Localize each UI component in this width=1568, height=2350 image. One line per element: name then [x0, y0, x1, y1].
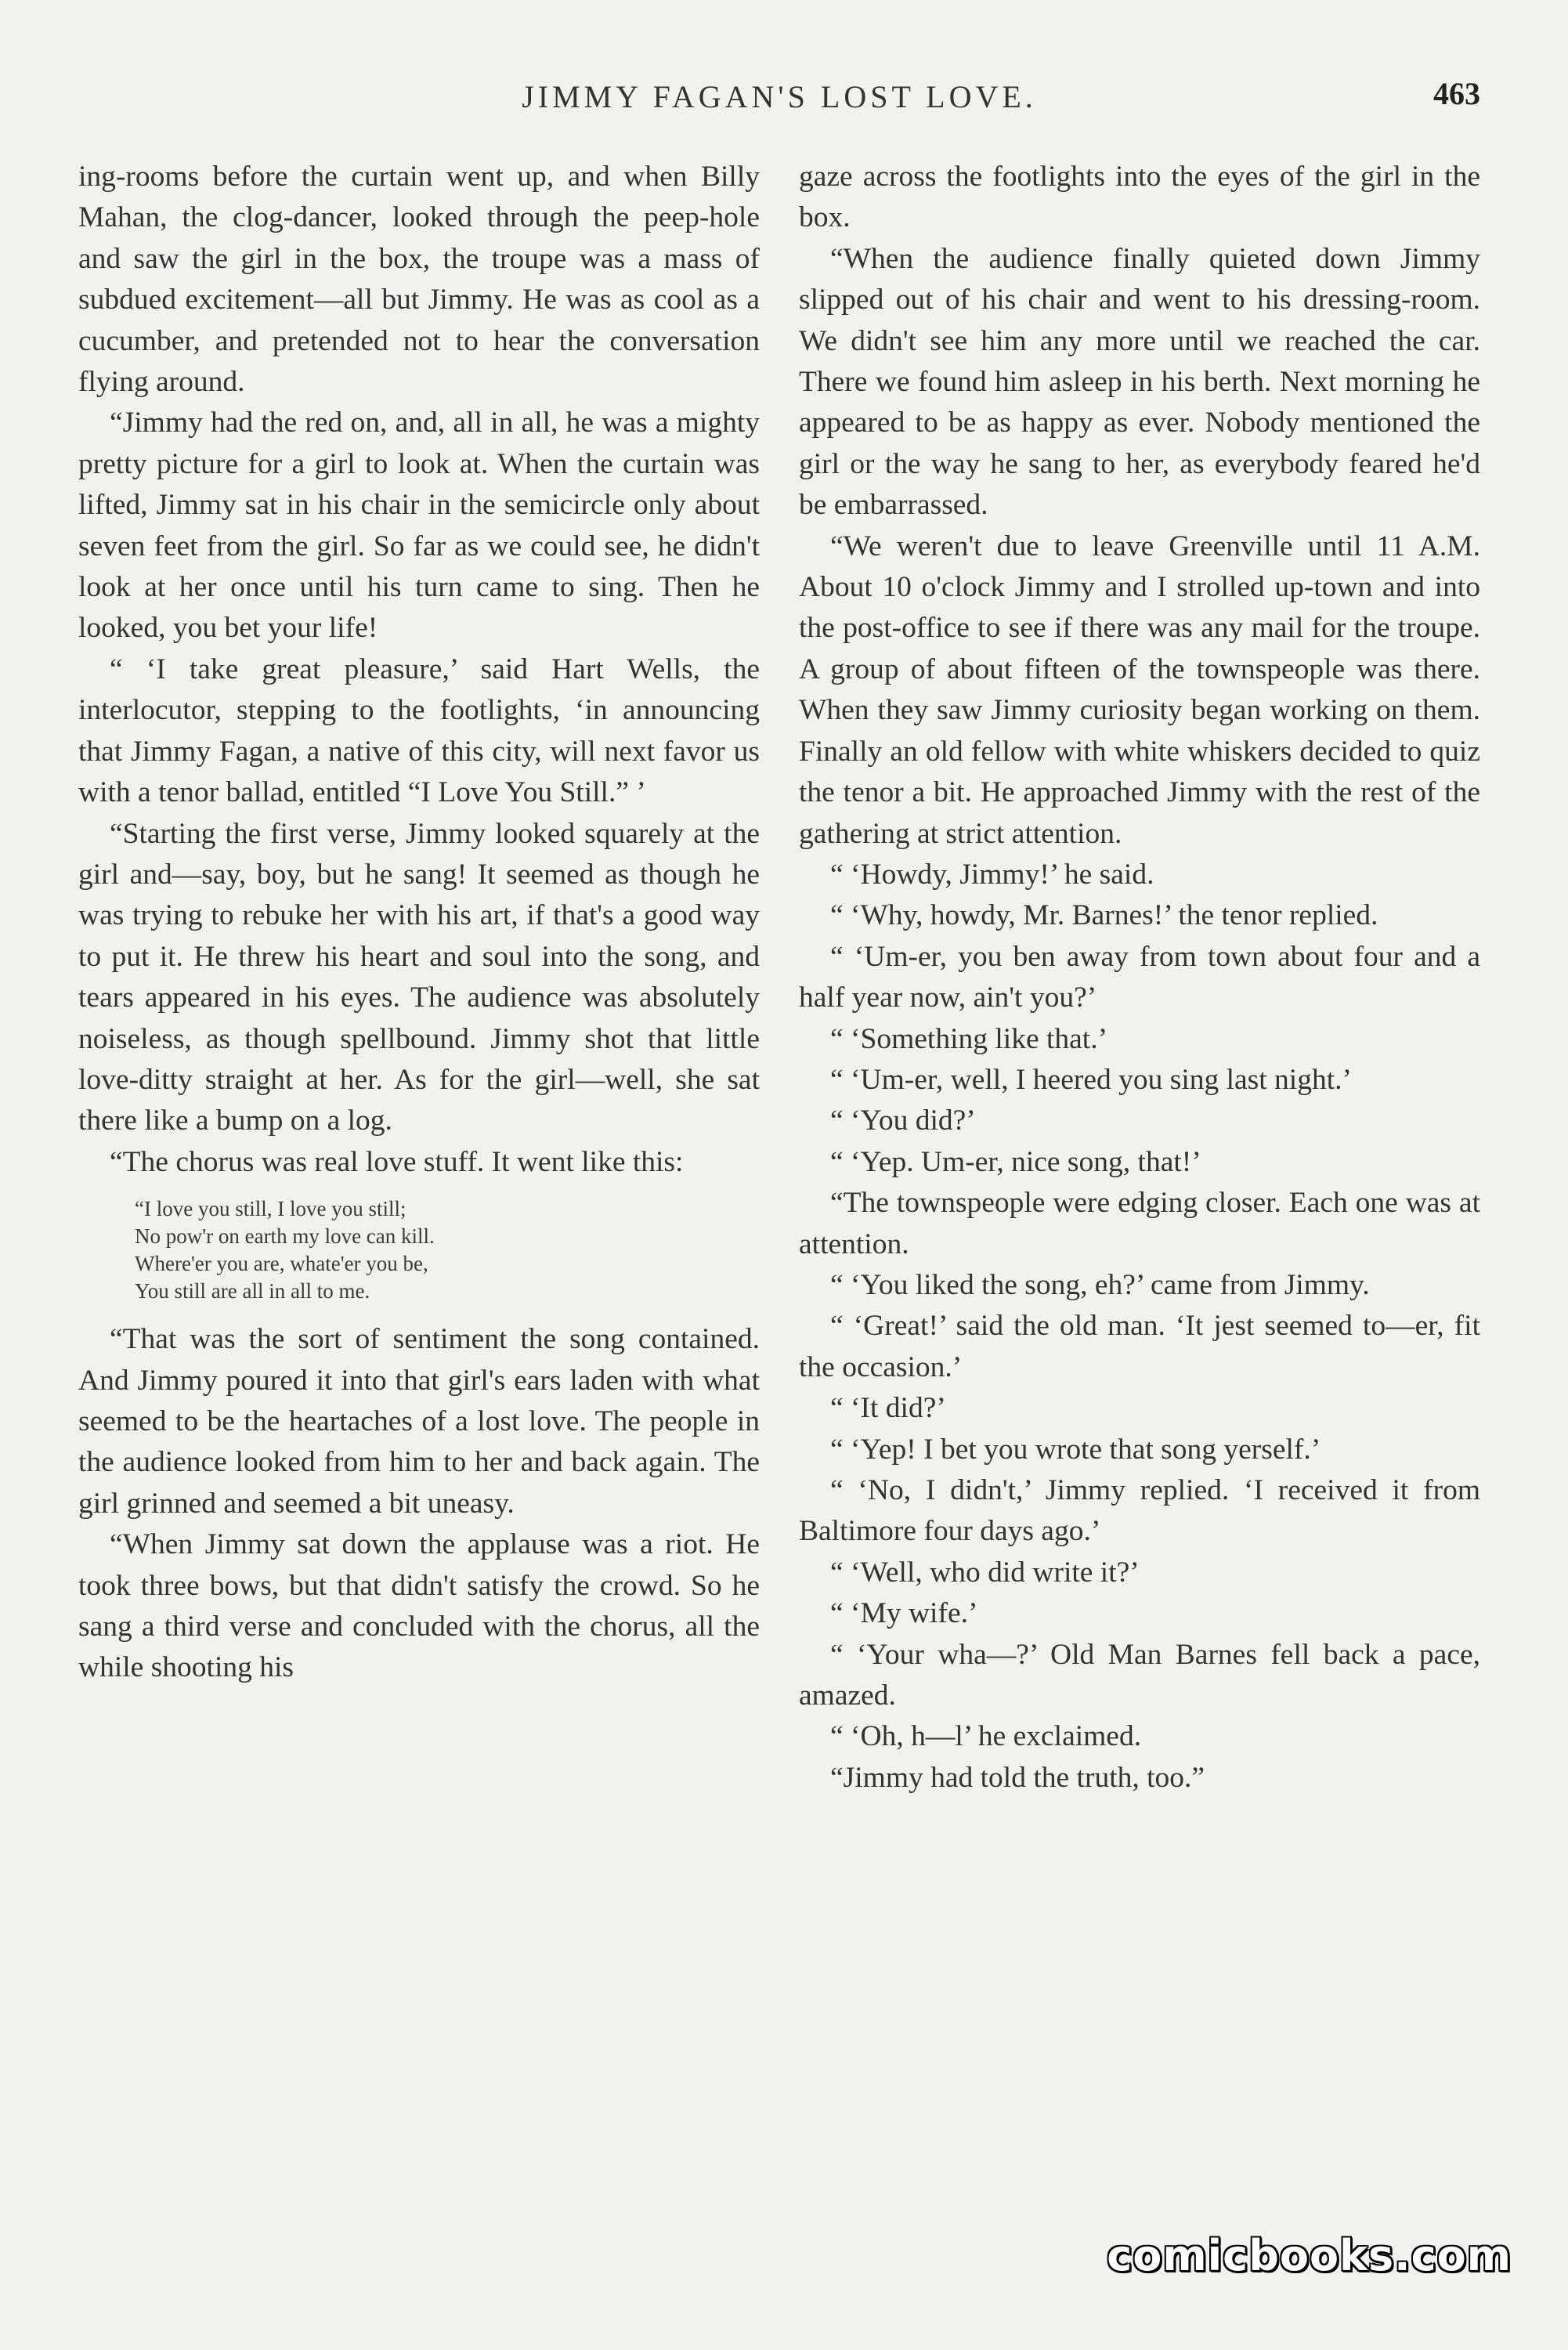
song-verse: [135, 1195, 760, 1305]
paragraph: “ ‘Yep. Um-er, nice song, that!’: [830, 1145, 1201, 1178]
paragraph: “ ‘You did?’: [830, 1104, 976, 1137]
paragraph: “ ‘It did?’: [830, 1392, 946, 1425]
paragraph: “ ‘Oh, h—l’ he exclaimed.: [830, 1720, 1142, 1753]
paragraph: “ ‘You liked the song, eh?’ came from Jimmy.: [830, 1268, 1370, 1301]
paragraph: ing-rooms before the curtain went up, and when Billy Mahan, the clog-dancer, looked through the peep-hole and saw the girl in the box, the troupe was a mass of subdued excitement—all but Jimmy. He was as cool as a cucumber, and pretended not to hear the conversation flying around.: [78, 161, 760, 399]
paragraph: “Jimmy had told the truth, too.”: [830, 1761, 1205, 1794]
paragraph: “We weren't due to leave Greenville until 11 A.M. About 10 o'clock Jimmy and I strolled up-town and into the post-office to see if there was any mail for the troupe. A group of about fifteen of the townspeople was there. When they saw Jimmy curiosity began working on them. Finally an old fellow with white whiskers decided to quiz the tenor a bit. He approached Jimmy with the rest of the gathering at strict attention.: [799, 530, 1480, 850]
verse-line: No pow'r on earth my love can kill.: [135, 1224, 435, 1249]
paragraph: “Jimmy had the red on, and, all in all, he was a mighty pretty picture for a girl to look at. When the curtain was lifted, Jimmy sat in his chair in the semicircle only about seven feet from the girl. So far as we could see, he didn't look at her once until his turn came to sing. Then he looked, you bet your life!: [78, 407, 760, 645]
paragraph: “ ‘Um-er, you ben away from town about four and a half year now, ain't you?’: [799, 940, 1480, 1014]
watermark-logo: comicbooks.com: [1107, 2231, 1512, 2280]
paragraph: “When the audience finally quieted down Jimmy slipped out of his chair and went to his dressing-room. We didn't see him any more until we reached the car. There we found him asleep in his berth. Next morning he appeared to be as happy as ever. Nobody mentioned the girl or the way he sang to her, as everybody feared he'd be embarrassed.: [799, 242, 1480, 522]
page-header: [78, 78, 1480, 125]
verse-line: Where'er you are, whate'er you be,: [135, 1252, 428, 1276]
paragraph: “The townspeople were edging closer. Each one was at attention.: [799, 1187, 1480, 1260]
paragraph: “ ‘Yep! I bet you wrote that song yerself.’: [830, 1433, 1321, 1466]
paragraph: “The chorus was real love stuff. It went like this:: [110, 1145, 684, 1178]
paragraph: “ ‘Howdy, Jimmy!’ he said.: [830, 858, 1154, 891]
paragraph: “ ‘Your wha—?’ Old Man Barnes fell back a pace, amazed.: [799, 1638, 1480, 1712]
paragraph: “That was the sort of sentiment the song contained. And Jimmy poured it into that girl's ears laden with what seemed to be the heartaches of a lost love. The people in the audience looked from him to her and back again. The girl grinned and seemed a bit uneasy.: [78, 1323, 760, 1520]
left-column: [78, 157, 760, 1689]
paragraph: “ ‘Well, who did write it?’: [830, 1556, 1140, 1589]
verse-line: You still are all in all to me.: [135, 1279, 370, 1303]
paragraph: “ ‘I take great pleasure,’ said Hart Wells, the interlocutor, stepping to the footlights, ‘in announcing that Jimmy Fagan, a native of this city, will next favor us with a tenor ballad, entitled “I Love You Still.” ’: [78, 653, 760, 809]
paragraph: “ ‘Why, howdy, Mr. Barnes!’ the tenor replied.: [830, 899, 1378, 932]
paragraph: gaze across the footlights into the eyes of the girl in the box.: [799, 161, 1480, 234]
paragraph: “ ‘Something like that.’: [830, 1022, 1108, 1055]
page-number: 463: [1433, 76, 1480, 111]
paragraph: “ ‘Great!’ said the old man. ‘It jest seemed to—er, fit the occasion.’: [799, 1310, 1480, 1383]
right-column: [799, 157, 1480, 1799]
verse-line: “I love you still, I love you still;: [135, 1197, 406, 1221]
paragraph: “ ‘No, I didn't,’ Jimmy replied. ‘I received it from Baltimore four days ago.’: [799, 1474, 1480, 1548]
running-title: JIMMY FAGAN'S LOST LOVE.: [522, 79, 1037, 114]
paragraph: “ ‘Um-er, well, I heered you sing last night.’: [830, 1063, 1353, 1096]
paragraph: “Starting the first verse, Jimmy looked squarely at the girl and—say, boy, but he sang! It seemed as though he was trying to rebuke her with his art, if that's a good way to put it. He threw his heart and soul into the song, and tears appeared in his eyes. The audience was absolutely noiseless, as though spellbound. Jimmy shot that little love-ditty straight at her. As for the girl—well, she sat there like a bump on a log.: [78, 817, 760, 1137]
paragraph: “When Jimmy sat down the applause was a riot. He took three bows, but that didn't satisfy the crowd. So he sang a third verse and concluded with the chorus, all the while shooting his: [78, 1528, 760, 1684]
paragraph: “ ‘My wife.’: [830, 1597, 978, 1630]
